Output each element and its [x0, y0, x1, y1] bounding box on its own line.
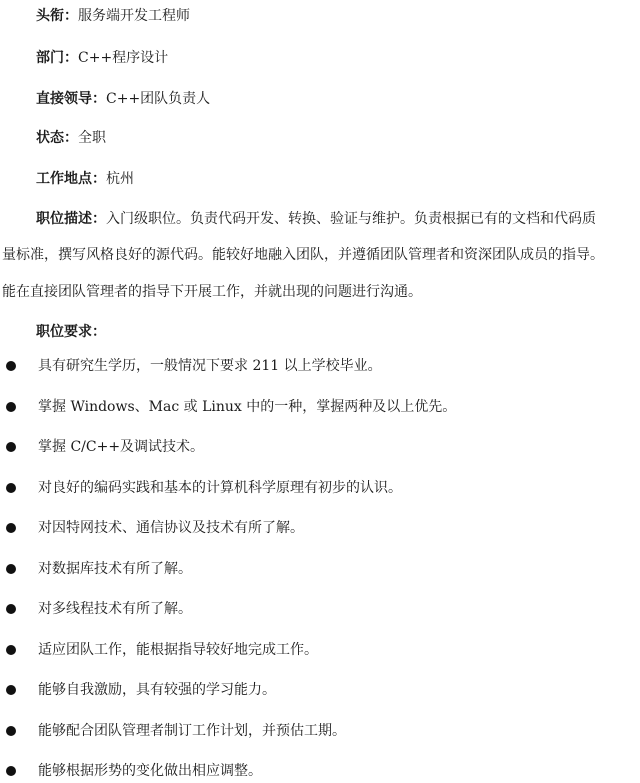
field-department-label: 部门： — [36, 50, 78, 66]
requirement-text: 具有研究生学历，一般情况下要求 211 以上学校毕业。 — [38, 358, 382, 374]
field-status-label: 状态： — [36, 130, 78, 146]
description-line-3: 能在直接团队管理者的指导下开展工作，并就出现的问题进行沟通。 — [2, 284, 422, 300]
field-title-label: 头衔： — [36, 8, 78, 24]
field-manager-label: 直接领导： — [36, 91, 106, 107]
requirement-text: 掌握 Windows、Mac 或 Linux 中的一种，掌握两种及以上优先。 — [38, 399, 457, 415]
requirement-text: 对数据库技术有所了解。 — [38, 561, 192, 577]
requirement-text: 适应团队工作，能根据指导较好地完成工作。 — [38, 642, 318, 658]
field-location-label: 工作地点： — [36, 171, 106, 187]
bullet-icon — [6, 726, 16, 736]
requirement-text: 能够根据形势的变化做出相应调整。 — [38, 763, 262, 779]
field-status-value: 全职 — [78, 130, 106, 146]
description-label: 职位描述： — [36, 211, 106, 227]
description-line-2: 量标准，撰写风格良好的源代码。能较好地融入团队，并遵循团队管理者和资深团队成员的指导。 — [2, 247, 604, 263]
requirement-text: 对多线程技术有所了解。 — [38, 601, 192, 617]
field-manager — [36, 89, 210, 109]
field-department-value: C++程序设计 — [78, 50, 169, 66]
field-title — [36, 6, 190, 26]
field-title-value: 服务端开发工程师 — [78, 8, 190, 24]
bullet-icon — [6, 523, 16, 533]
field-department — [36, 48, 168, 68]
bullet-icon — [6, 361, 16, 371]
bullet-icon — [6, 483, 16, 493]
bullet-icon — [6, 645, 16, 655]
field-location-value: 杭州 — [106, 171, 134, 187]
bullet-icon — [6, 442, 16, 452]
requirement-text: 能够自我激励，具有较强的学习能力。 — [38, 682, 276, 698]
bullet-icon — [6, 402, 16, 412]
requirement-text: 对因特网技术、通信协议及技术有所了解。 — [38, 520, 304, 536]
requirements-title: 职位要求： — [36, 324, 106, 340]
field-status — [36, 128, 106, 148]
description-line-1 — [36, 209, 596, 229]
description-text-1: 入门级职位。负责代码开发、转换、验证与维护。负责根据已有的文档和代码质 — [106, 211, 596, 227]
bullet-icon — [6, 604, 16, 614]
requirement-text: 能够配合团队管理者制订工作计划，并预估工期。 — [38, 723, 346, 739]
bullet-icon — [6, 685, 16, 695]
requirement-text: 对良好的编码实践和基本的计算机科学原理有初步的认识。 — [38, 480, 402, 496]
bullet-icon — [6, 766, 16, 776]
field-manager-value: C++团队负责人 — [106, 91, 211, 107]
requirement-text: 掌握 C/C++及调试技术。 — [38, 439, 205, 455]
bullet-icon — [6, 564, 16, 574]
field-location — [36, 169, 134, 189]
